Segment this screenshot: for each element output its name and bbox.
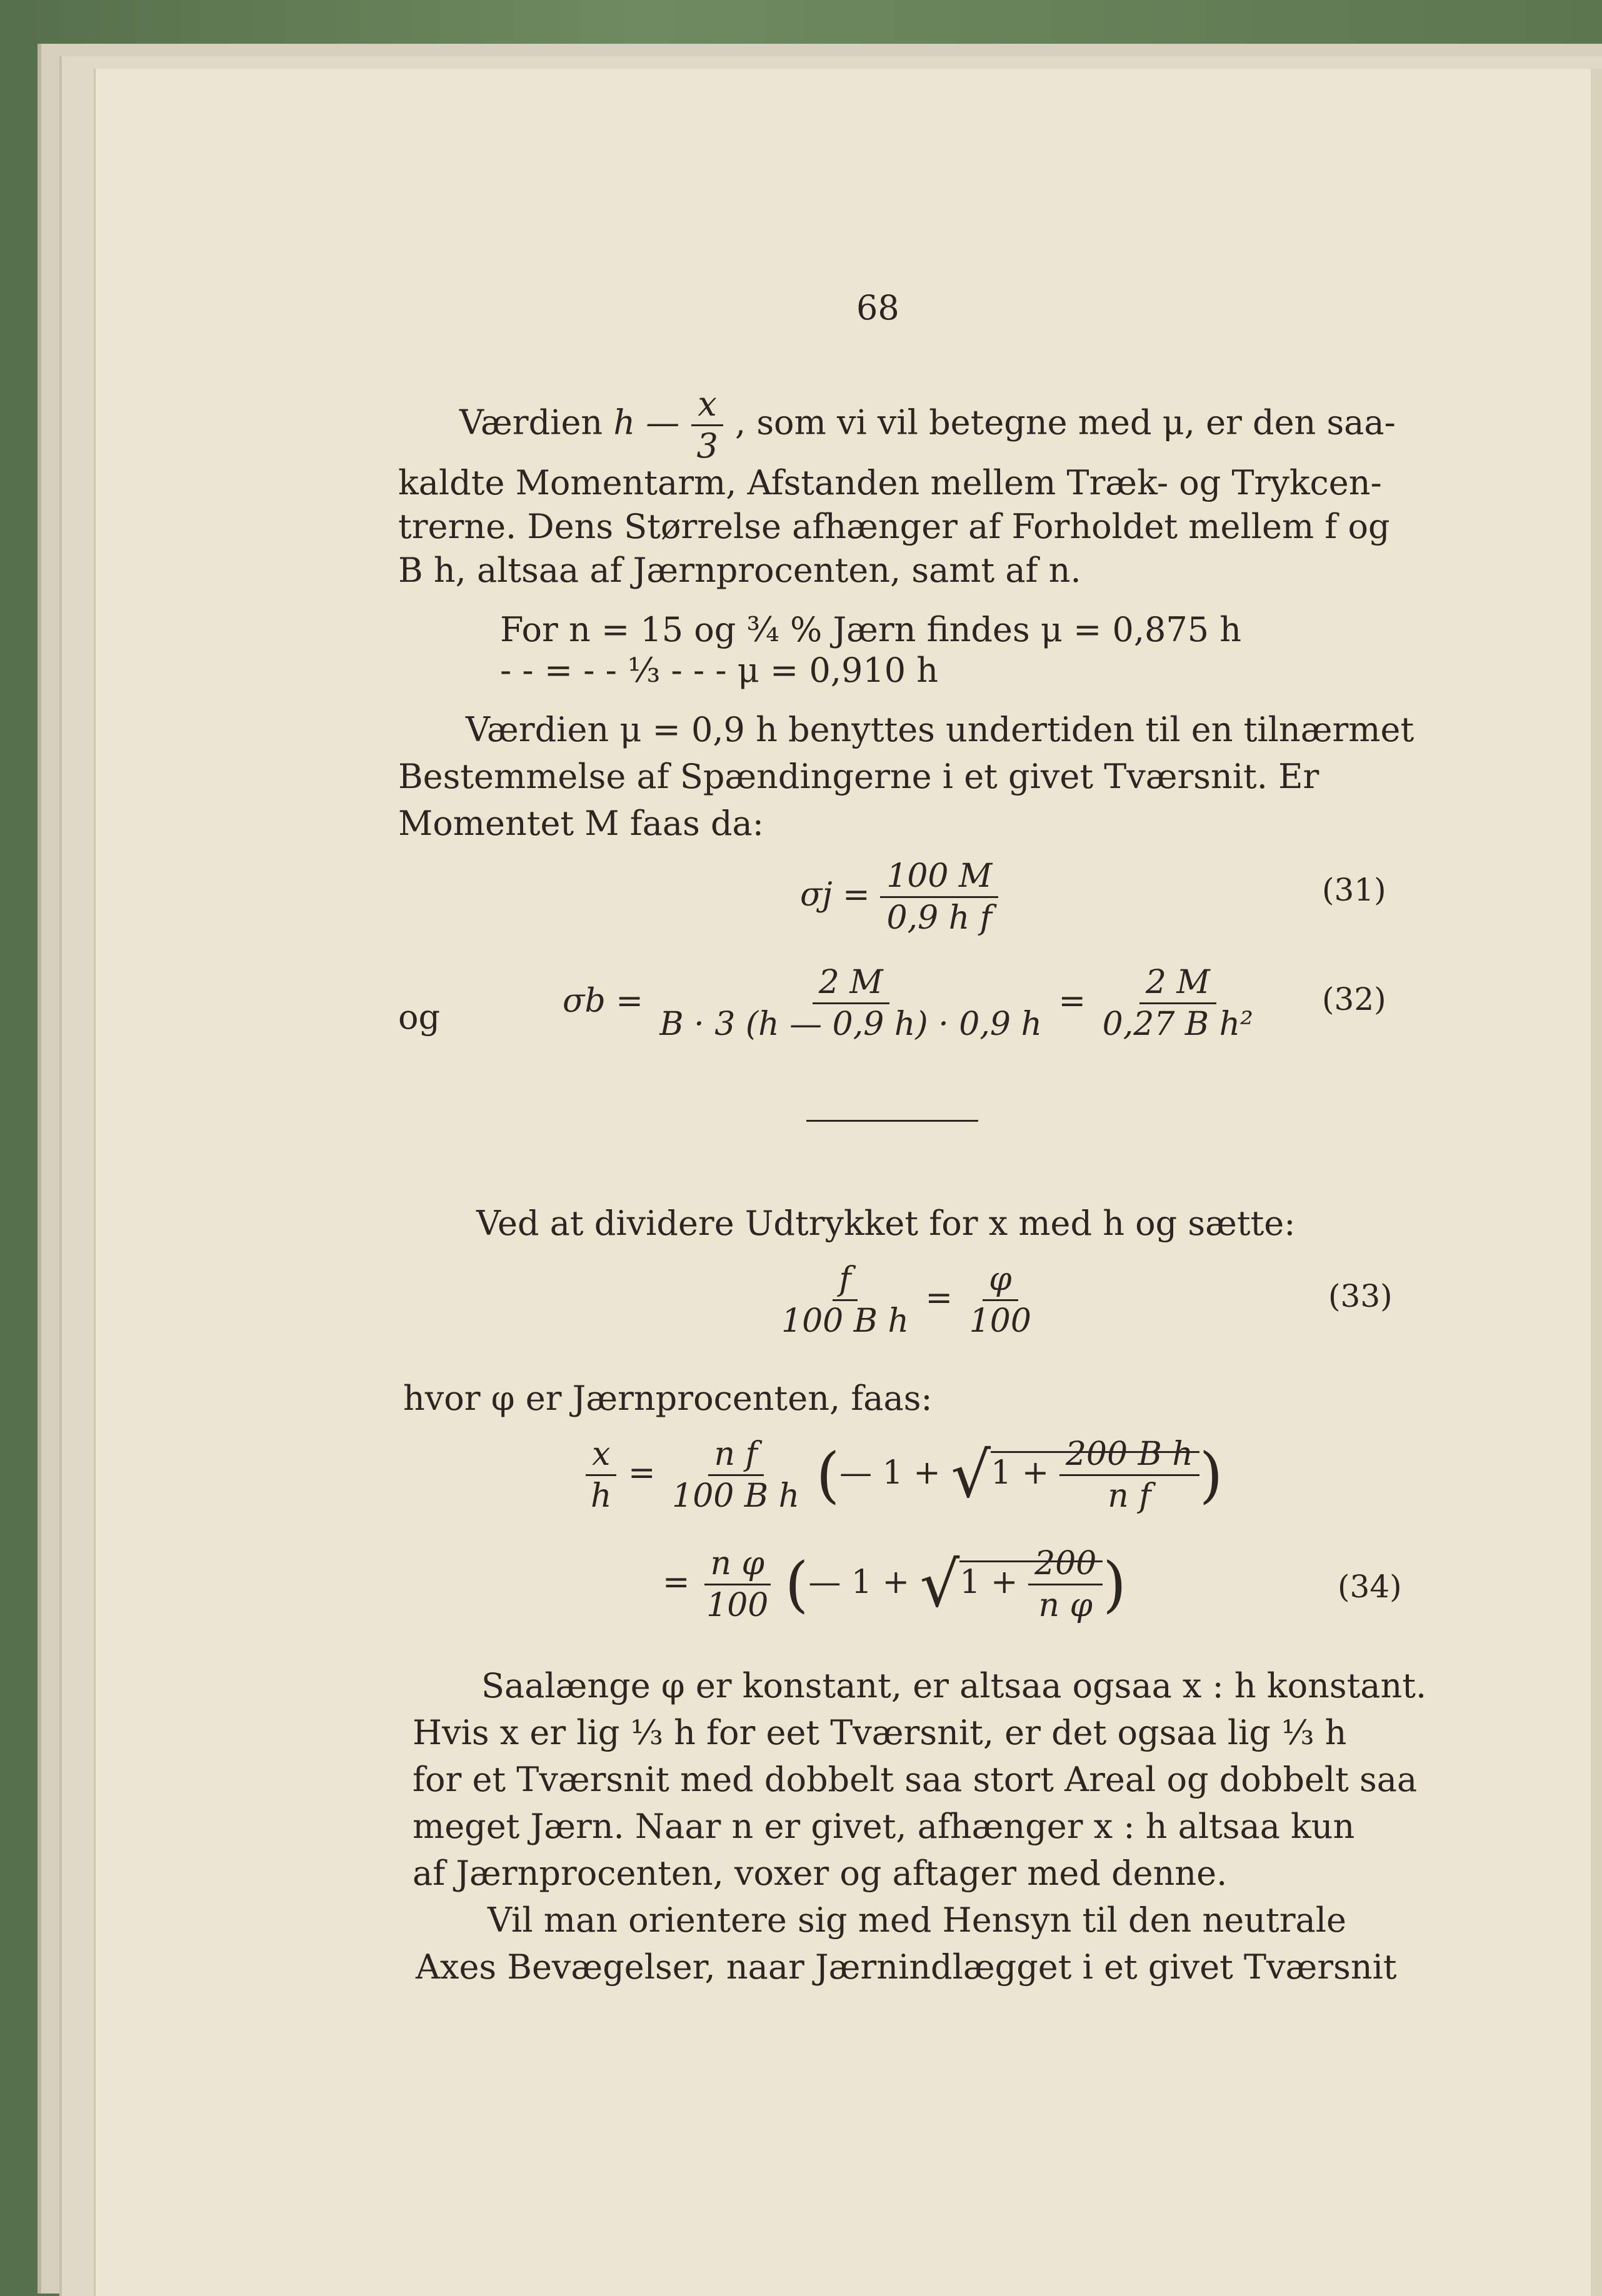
para2-line3: Momentet M faas da: xyxy=(398,804,764,843)
for-line2: - - = - - ⅓ - - - μ = 0,910 h xyxy=(500,651,938,690)
para3-line1: Ved at dividere Udtrykket for x med h og sætte: xyxy=(476,1204,1296,1243)
para5-line3: for et Tværsnit med dobbelt saa stort Areal og dobbelt saa xyxy=(413,1760,1418,1799)
equation-34-line2: = $\frac{\text{n φ}}{100}$ (— 1 + √1 + $\frac{200}{\text{n φ}}$ ) xyxy=(663,1545,1126,1624)
for-line1: For n = 15 og ¾ % Jærn findes μ = 0,875 h xyxy=(500,610,1242,649)
para2-line2: Bestemmelse af Spændingerne i et givet Tværsnit. Er xyxy=(398,757,1319,796)
og-label: og xyxy=(398,997,441,1037)
para5-line2: Hvis x er lig ⅓ h for eet Tværsnit, er det ogsaa lig ⅓ h xyxy=(413,1713,1347,1752)
equation-32: σb = $\frac{2 M}{B \cdot 3 (h — 0,9 h) \cdot 0,9 h}$ = $\frac{2 M}{\text{0,27 B h²}}$ xyxy=(563,964,1254,1043)
equation-33: $\frac{f}{\text{100 B h}}$ = $\frac{\varphi}{100}$ xyxy=(781,1260,1031,1340)
equation-33-label: (33) xyxy=(1328,1278,1393,1314)
equation-31-label: (31) xyxy=(1322,872,1386,908)
section-divider xyxy=(806,1120,978,1122)
para1-line4: B h, altsaa af Jærnprocenten, samt af n. xyxy=(398,551,1081,590)
equation-34-label: (34) xyxy=(1338,1569,1402,1605)
para1-line1: Værdien h — $\frac{x}{3}$ , som vi vil betegne med μ, er den saa- xyxy=(459,384,1396,466)
para5-line1: Saalænge φ er konstant, er altsaa ogsaa x : h konstant. xyxy=(481,1666,1427,1705)
para1-line3: trerne. Dens Størrelse afhænger af Forholdet mellem f og xyxy=(398,507,1390,546)
para5-line4: meget Jærn. Naar n er givet, afhænger x : h altsaa kun xyxy=(413,1807,1355,1846)
equation-34-line1: $\frac{x}{h}$ = $\frac{\text{n f}}{\text{100 B h}}$ (— 1 + √1 + $\frac{\text{200 B h}}{\text{n f}}$ ) xyxy=(584,1434,1223,1516)
para6-line1: Vil man orientere sig med Hensyn til den neutrale xyxy=(488,1900,1346,1940)
para1-line2: kaldte Momentarm, Afstanden mellem Træk- og Trykcen- xyxy=(398,463,1382,502)
para5-line5: af Jærnprocenten, voxer og aftager med denne. xyxy=(413,1854,1228,1893)
equation-32-label: (32) xyxy=(1322,981,1386,1017)
page-number: 68 xyxy=(856,288,899,327)
para2-line1: Værdien μ = 0,9 h benyttes undertiden til en tilnærmet xyxy=(466,710,1414,749)
para6-line2: Axes Bevægelser, naar Jærnindlægget i et givet Tværsnit xyxy=(416,1947,1397,1987)
right-page-edge xyxy=(1591,69,1602,2296)
para4-line1: hvor φ er Jærnprocenten, faas: xyxy=(403,1379,933,1418)
equation-31: σj = $\frac{100 M}{\text{0,9 h f}}$ xyxy=(800,856,998,938)
